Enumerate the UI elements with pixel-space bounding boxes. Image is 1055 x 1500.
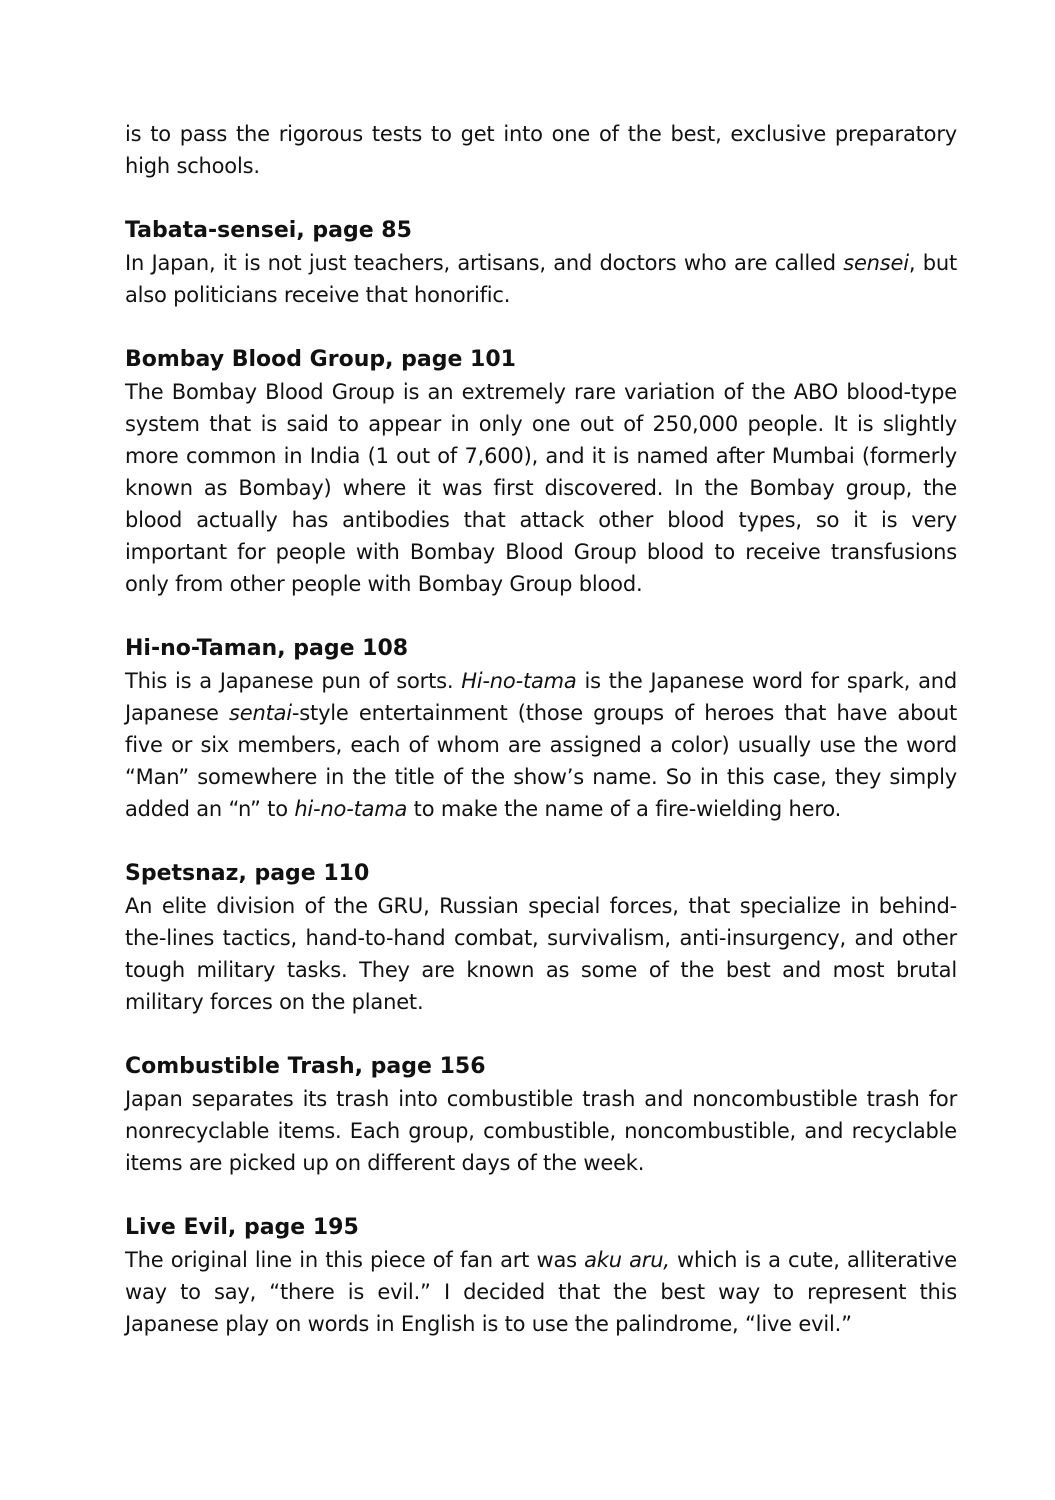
entry-body — [125, 1083, 957, 1179]
entry-body — [125, 376, 957, 600]
entry-italic-term: Hi-no-tama — [461, 669, 577, 693]
entry-text: is the Japanese word for spark, and Japanese — [125, 669, 958, 725]
entry-body — [125, 247, 957, 311]
entry-text: This is a Japanese pun of sorts. — [125, 669, 462, 693]
entry-text: The original line in this piece of fan art was — [125, 1248, 585, 1272]
entry-italic-term: sentai — [229, 701, 292, 725]
entry-title: Bombay Blood Group, page 101 — [125, 347, 516, 372]
entry-text: In Japan, it is not just teachers, artisans, and doctors who are called — [125, 251, 844, 275]
entry-title: Combustible Trash, page 156 — [125, 1054, 486, 1079]
entry-text: An elite division of the GRU, Russian special forces, that specialize in behind-the-lines tactics, hand-to-hand combat, survivalism, anti-insurgency, and other tough military tasks. They are known as some of the best and most brutal military forces on the planet. — [125, 894, 957, 1014]
entry-italic-term: sensei — [843, 251, 909, 275]
entry-text: , but also politicians receive that honorific. — [125, 251, 957, 307]
entry-title: Live Evil, page 195 — [125, 1215, 359, 1240]
entry-italic-term: hi-no-tama — [294, 797, 408, 821]
entry-title: Spetsnaz, page 110 — [125, 861, 370, 886]
entry-body — [125, 890, 957, 1018]
entry-text: The Bombay Blood Group is an extremely rare variation of the ABO blood-type system that is said to appear in only one out of 250,000 people. It is slightly more common in India (1 out of 7,600), and it is named after Mumbai (formerly known as Bombay) where it was first discovered. In the Bombay group, the blood actually has antibodies that attack other blood types, so it is very important for people with Bombay Blood Group blood to receive transfusions only from other people with Bombay Group blood. — [125, 380, 957, 596]
entry-text: Japan separates its trash into combustible trash and noncombustible trash for nonrecyclable items. Each group, combustible, noncombustible, and recyclable items are picked up on different days of the week. — [125, 1087, 957, 1175]
entry-text: to make the name of a fire-wielding hero. — [407, 797, 842, 821]
entry-body — [125, 665, 957, 825]
intro-paragraph: is to pass the rigorous tests to get into one of the best, exclusive preparatory high schools. — [125, 122, 957, 178]
glossary-entry-combustible-trash — [125, 1051, 957, 1179]
entry-text: -style entertainment (those groups of heroes that have about five or six members, each of whom are assigned a color) usually use the word “Man” somewhere in the title of the show’s name. So in this case, they simply added an “n” to — [125, 701, 958, 821]
entry-italic-term: aku aru, — [584, 1248, 670, 1272]
entry-text: which is a cute, alliterative way to say, “there is evil.” I decided that the best way to represent this Japanese play on words in English is to use the palindrome, “live evil.” — [125, 1248, 957, 1336]
document-page — [125, 118, 957, 1340]
entry-title: Tabata-sensei, page 85 — [125, 218, 412, 243]
glossary-entry-bombay-blood-group — [125, 344, 957, 600]
entry-title: Hi-no-Taman, page 108 — [125, 636, 409, 661]
glossary-entry-live-evil — [125, 1212, 957, 1340]
entry-body — [125, 1244, 957, 1340]
glossary-entry-hi-no-taman — [125, 633, 957, 825]
glossary-entry-tabata-sensei — [125, 215, 957, 311]
glossary-entry-spetsnaz — [125, 858, 957, 1018]
